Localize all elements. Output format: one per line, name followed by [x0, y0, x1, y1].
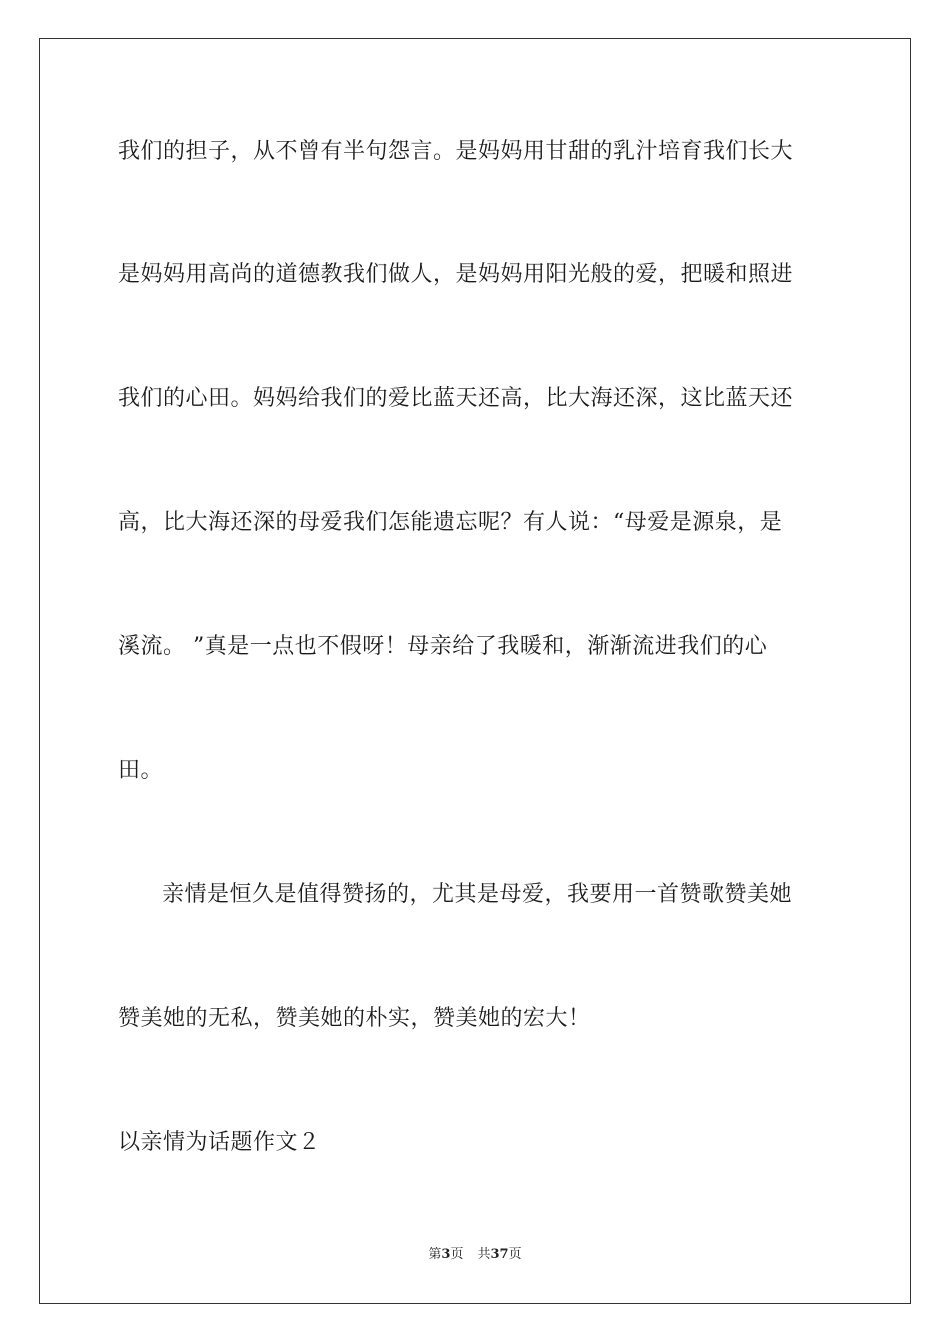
paragraph-line: 田。: [118, 758, 164, 783]
page-suffix: 页: [450, 1247, 464, 1262]
paragraph-line: 我们的担子，从不曾有半句怨言。是妈妈用甘甜的乳汁培育我们长大: [118, 139, 794, 164]
paragraph-line: 是妈妈用高尚的道德教我们做人，是妈妈用阳光般的爱，把暖和照进: [118, 262, 794, 287]
paragraph-line: 亲情是恒久是值得赞扬的，尤其是母爱，我要用一首赞歌赞美她: [162, 882, 793, 907]
page-number: 3: [441, 1247, 451, 1262]
section-heading: 以亲情为话题作文２: [118, 1130, 321, 1155]
page-border: [39, 38, 911, 1304]
paragraph-line: 我们的心田。妈妈给我们的爱比蓝天还高，比大海还深，这比蓝天还: [118, 386, 794, 411]
total-pages: 37: [490, 1247, 509, 1262]
total-prefix: 共: [477, 1247, 491, 1262]
paragraph-line: 赞美她的无私，赞美她的朴实，赞美她的宏大！: [118, 1006, 591, 1031]
paragraph-line: 溪流。 ”真是一点也不假呀！母亲给了我暖和，渐渐流进我们的心: [118, 634, 768, 659]
paragraph-line: 高，比大海还深的母爱我们怎能遗忘呢？有人说：“母爱是源泉，是: [118, 510, 783, 535]
page-footer: [0, 1246, 950, 1264]
total-suffix: 页: [508, 1247, 522, 1262]
page-prefix: 第: [428, 1247, 442, 1262]
